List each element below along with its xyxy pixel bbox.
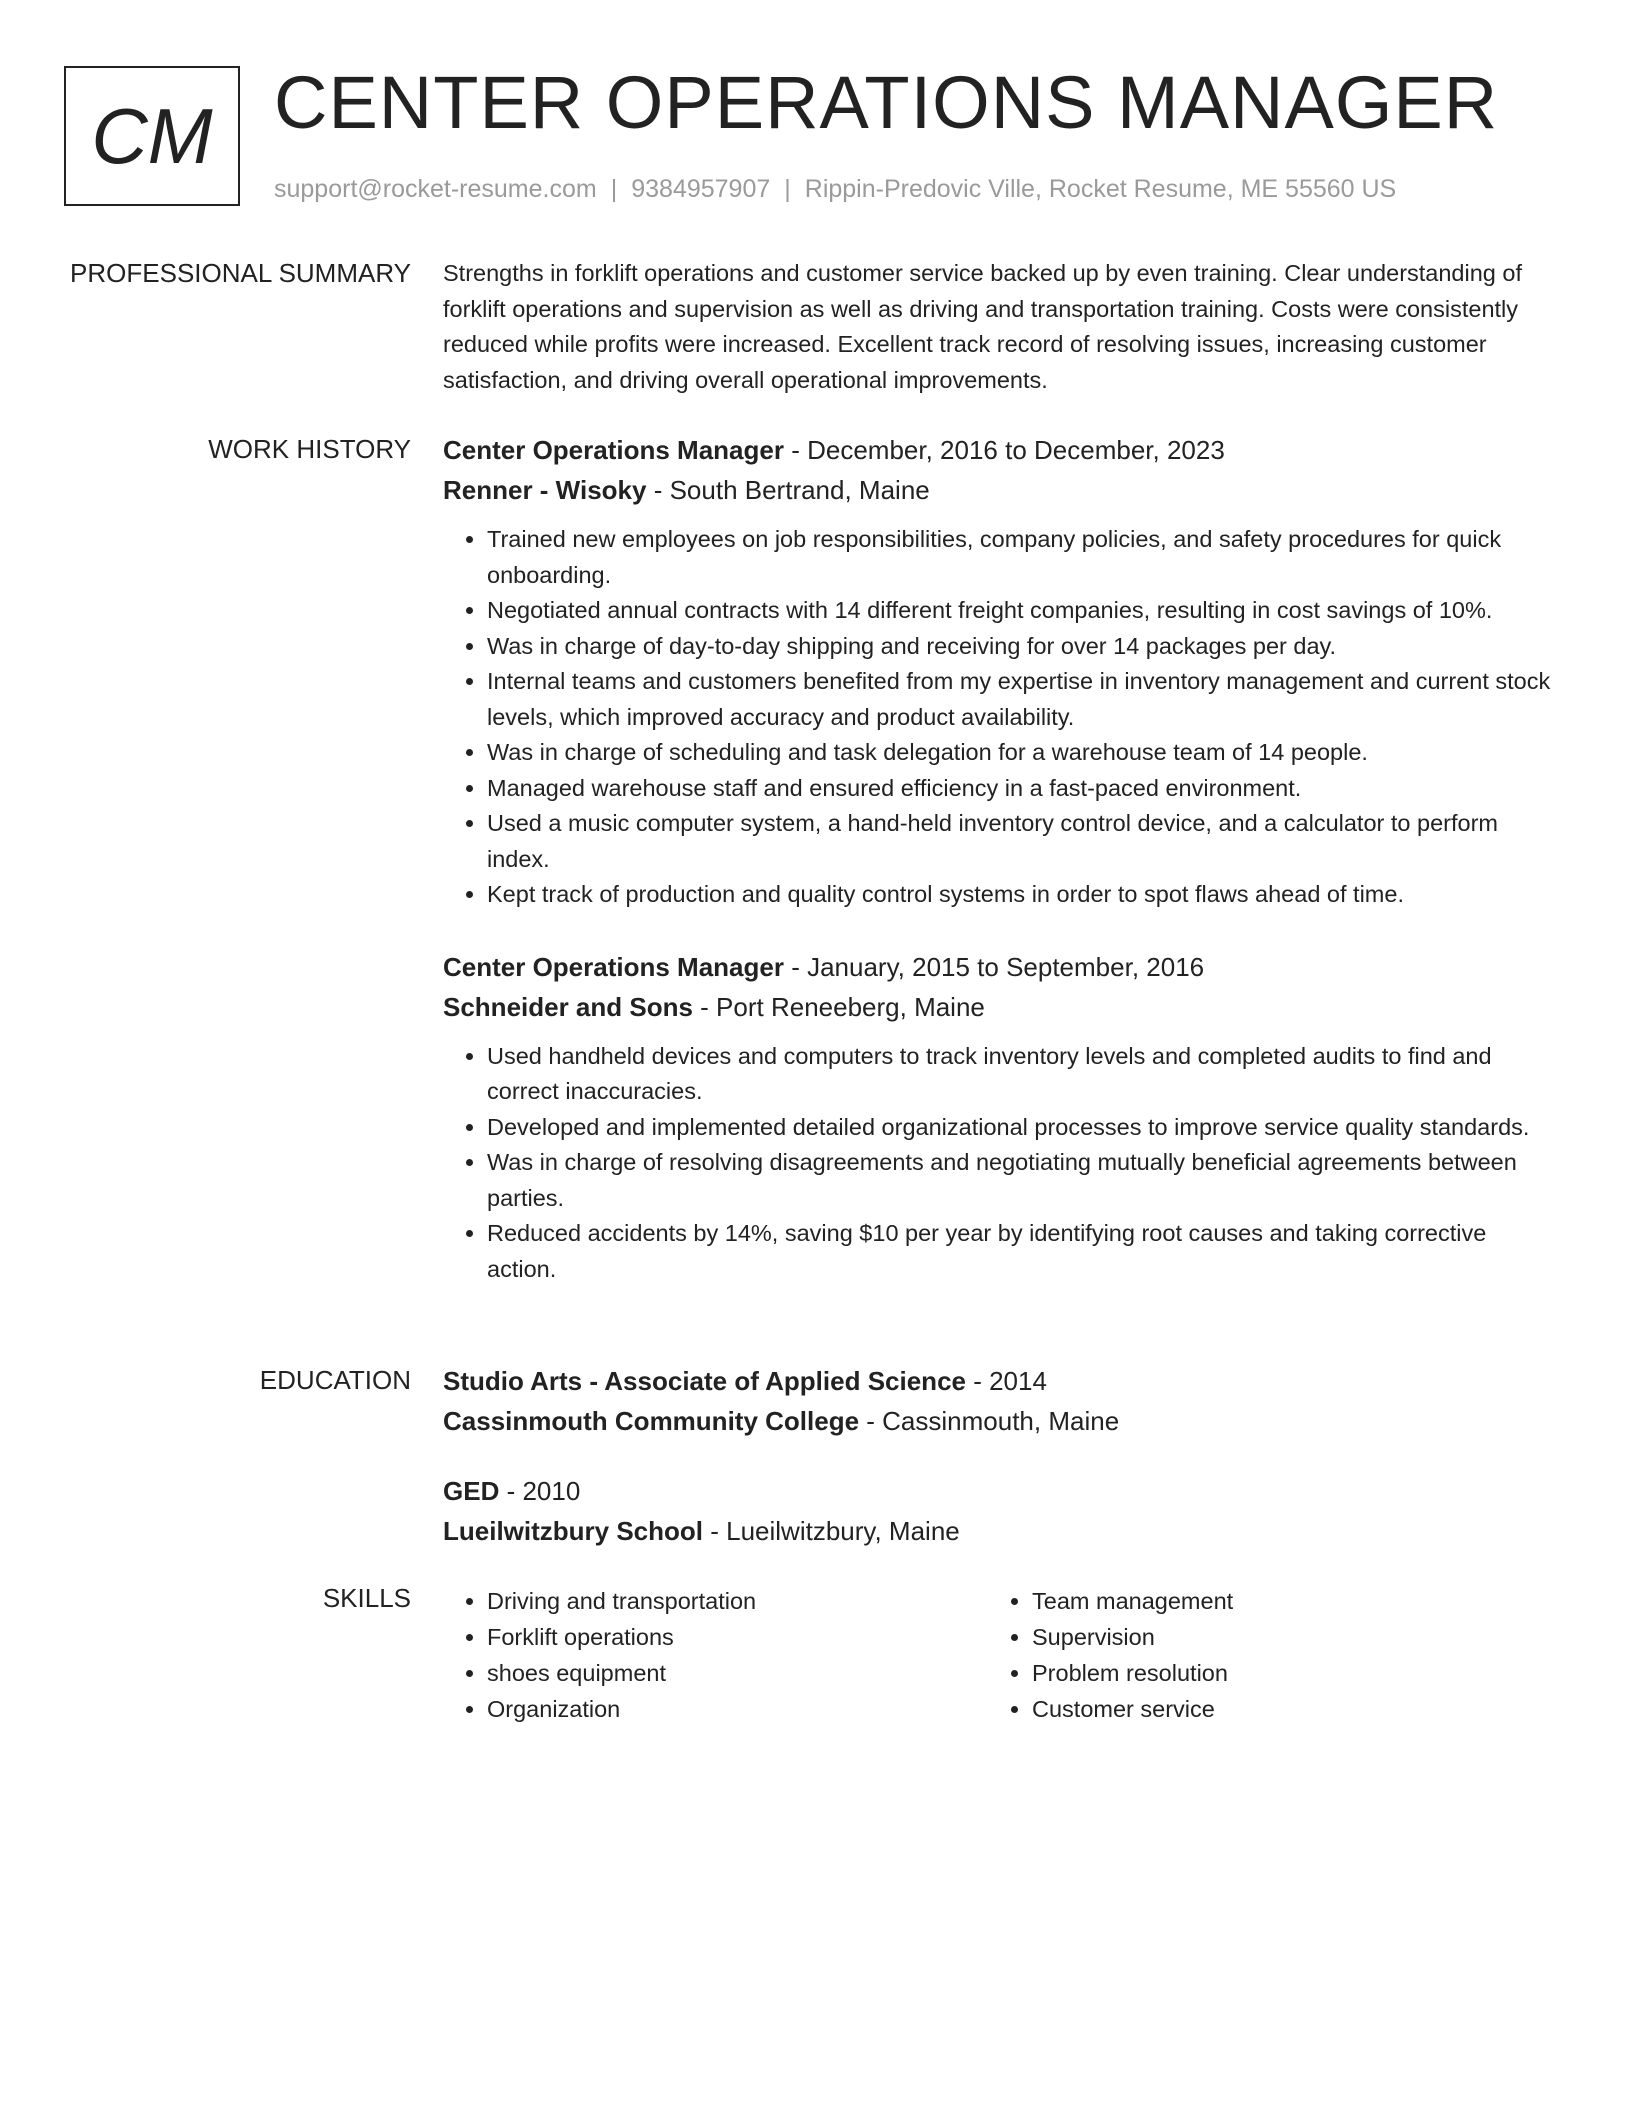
- job-company-line: [443, 470, 1553, 510]
- contact-line: [274, 172, 1396, 206]
- education-entry: [443, 1471, 1553, 1551]
- candidate-name: CENTER OPERATIONS MANAGER: [274, 61, 1499, 144]
- job-company: Renner - Wisoky: [443, 475, 647, 505]
- skill-item: • Driving and transportation: [487, 1583, 988, 1619]
- job-location: - South Bertrand, Maine: [646, 475, 930, 505]
- job-bullet: • Kept track of production and quality control systems in order to spot flaws ahead of time.: [487, 877, 1553, 913]
- job-dates: - January, 2015 to September, 2016: [783, 951, 1205, 982]
- degree-line: [443, 1471, 1553, 1511]
- job-entry: [443, 430, 1553, 913]
- address-text: Rippin-Predovic Ville, Rocket Resume, ME 55560 US: [804, 175, 1397, 203]
- degree-year: - 2014: [965, 1366, 1047, 1396]
- skill-item: • Team management: [1032, 1583, 1533, 1619]
- summary-heading: PROFESSIONAL SUMMARY: [70, 258, 411, 288]
- school-location: - Cassinmouth, Maine: [859, 1406, 1120, 1436]
- degree: GED: [443, 1476, 500, 1506]
- skills-grid: [443, 1583, 1553, 1727]
- job-entry: [443, 947, 1553, 1288]
- summary-text: Strengths in forklift operations and customer service backed up by even training. Clear understanding of forklift operations and supervision as well as driving and transportation training. Costs were consistently reduced while profits were increased. Excellent track record of resolving issues, increasing customer satisfaction, and driving overall operational improvements.: [443, 260, 1522, 393]
- degree-line: [443, 1361, 1553, 1401]
- skill-item: • Supervision: [1032, 1619, 1533, 1655]
- job-company: Schneider and Sons: [443, 991, 693, 1022]
- monogram-logo: CM: [64, 66, 240, 206]
- skill-item: • Problem resolution: [1032, 1655, 1533, 1691]
- job-title-line: [443, 430, 1553, 470]
- contact-separator: |: [784, 175, 791, 203]
- email-text: support@rocket-resume.com: [274, 175, 597, 203]
- job-bullet: • Reduced accidents by 14%, saving $10 per year by identifying root causes and taking corrective action.: [487, 1216, 1553, 1287]
- job-bullet: • Was in charge of scheduling and task delegation for a warehouse team of 14 people.: [487, 735, 1553, 771]
- school-location: - Lueilwitzbury, Maine: [703, 1516, 960, 1546]
- job-bullet: • Was in charge of resolving disagreements and negotiating mutually beneficial agreements between parties.: [487, 1145, 1553, 1216]
- work-history-heading: WORK HISTORY: [208, 434, 411, 464]
- school-line: [443, 1511, 1553, 1551]
- job-title: Center Operations Manager: [443, 951, 784, 982]
- job-bullet: • Developed and implemented detailed organizational processes to improve service quality standards.: [487, 1110, 1553, 1146]
- skills-column: [443, 1583, 988, 1727]
- job-title: Center Operations Manager: [443, 435, 784, 465]
- degree-year: - 2010: [499, 1476, 581, 1506]
- phone-text: 9384957907: [631, 175, 771, 203]
- job-location: - Port Reneeberg, Maine: [692, 991, 985, 1022]
- job-bullet: • Used a music computer system, a hand-held inventory control device, and a calculator to perform index.: [487, 806, 1553, 877]
- degree: Studio Arts - Associate of Applied Science: [443, 1366, 966, 1396]
- job-dates: - December, 2016 to December, 2023: [783, 435, 1225, 465]
- job-bullet: • Managed warehouse staff and ensured efficiency in a fast-paced environment.: [487, 771, 1553, 807]
- job-bullet: • Negotiated annual contracts with 14 different freight companies, resulting in cost savings of 10%.: [487, 593, 1553, 629]
- job-bullets: [443, 522, 1553, 913]
- skill-item: • shoes equipment: [487, 1655, 988, 1691]
- job-bullet: • Trained new employees on job responsibilities, company policies, and safety procedures for quick onboarding.: [487, 522, 1553, 593]
- job-bullet: • Was in charge of day-to-day shipping and receiving for over 14 packages per day.: [487, 629, 1553, 665]
- skill-item: • Customer service: [1032, 1691, 1533, 1727]
- job-bullets: [443, 1039, 1553, 1288]
- job-bullet: • Internal teams and customers benefited from my expertise in inventory management and current stock levels, which improved accuracy and product availability.: [487, 664, 1553, 735]
- skills-column: [988, 1583, 1533, 1727]
- job-bullet: • Used handheld devices and computers to track inventory levels and completed audits to find and correct inaccuracies.: [487, 1039, 1553, 1110]
- skill-item: • Forklift operations: [487, 1619, 988, 1655]
- job-company-line: [443, 987, 1553, 1027]
- school-line: [443, 1401, 1553, 1441]
- school: Lueilwitzbury School: [443, 1516, 704, 1546]
- skill-item: • Organization: [487, 1691, 988, 1727]
- skills-heading: SKILLS: [322, 1583, 411, 1613]
- education-entry: [443, 1361, 1553, 1441]
- job-title-line: [443, 947, 1553, 987]
- school: Cassinmouth Community College: [443, 1406, 860, 1436]
- education-heading: EDUCATION: [259, 1365, 411, 1395]
- contact-separator: |: [610, 175, 618, 203]
